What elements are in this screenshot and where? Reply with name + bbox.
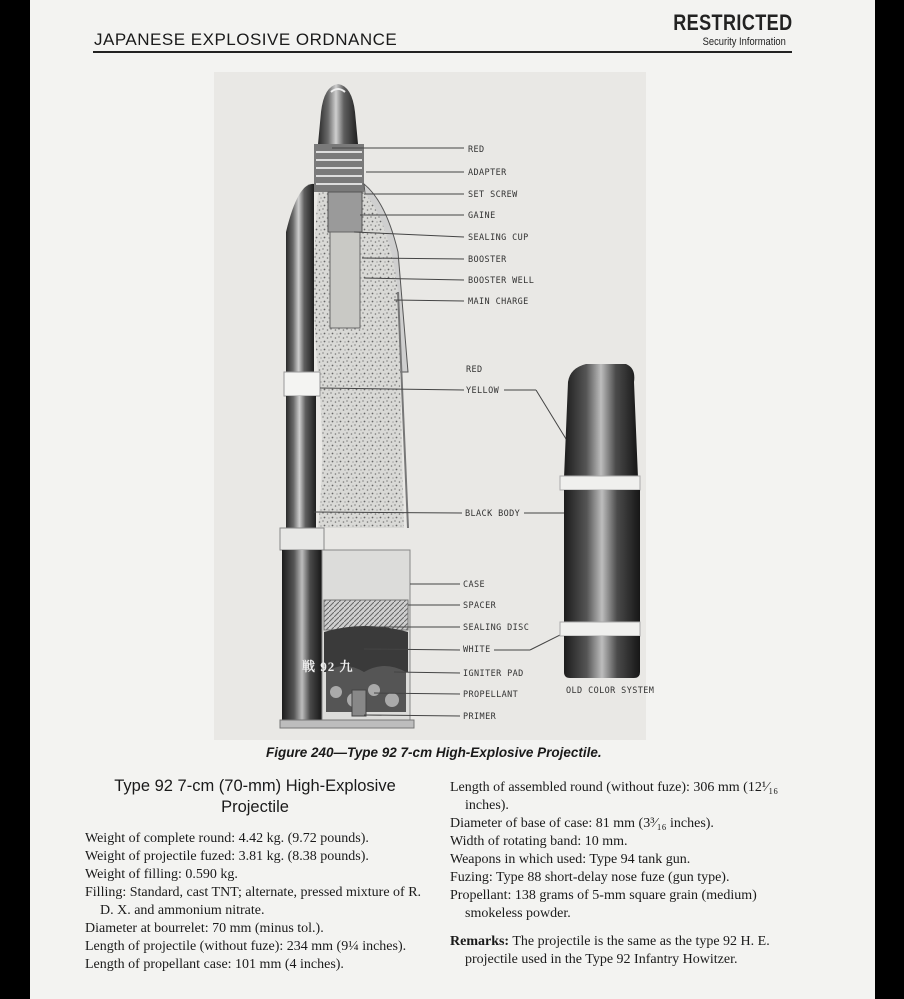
label-booster-well: BOOSTER WELL xyxy=(468,276,535,286)
header-rule xyxy=(93,51,792,53)
running-header-title: JAPANESE EXPLOSIVE ORDNANCE xyxy=(94,30,398,49)
old-color-system-projectile xyxy=(560,364,640,678)
projectile-figure xyxy=(214,72,655,740)
label-red-top: RED xyxy=(468,145,485,155)
spec-item: Length of projectile (without fuze): 234 mm (9¼ inches). xyxy=(85,939,407,954)
label-set-screw: SET SCREW xyxy=(468,190,518,200)
spec-item: Diameter of base of case: 81 mm (3³⁄₁₆ inches). xyxy=(450,816,714,831)
label-igniter-pad: IGNITER PAD xyxy=(463,669,524,679)
label-white: WHITE xyxy=(463,645,491,655)
figure-caption: Figure 240—Type 92 7-cm High-Explosive Projectile. xyxy=(266,745,602,760)
spec-item: Weapons in which used: Type 94 tank gun. xyxy=(450,852,691,867)
label-propellant: PROPELLANT xyxy=(463,690,519,700)
label-black-body: BLACK BODY xyxy=(465,509,521,519)
spec-item: Length of propellant case: 101 mm (4 inches). xyxy=(85,957,344,972)
label-main-charge: MAIN CHARGE xyxy=(468,297,529,307)
spec-item: Fuzing: Type 88 short-delay nose fuze (gun type). xyxy=(450,870,730,885)
projectile-diagram xyxy=(214,72,646,740)
spec-item: Width of rotating band: 10 mm. xyxy=(450,834,628,849)
label-spacer: SPACER xyxy=(463,601,497,611)
label-red-band: RED xyxy=(466,365,483,375)
spec-item: Filling: Standard, cast TNT; alternate, pressed mixture of R. D. X. and ammonium nitrate. xyxy=(85,885,422,918)
classification-stamp: RESTRICTED xyxy=(673,10,793,35)
label-primer: PRIMER xyxy=(463,712,497,722)
label-adapter: ADAPTER xyxy=(468,168,507,178)
case-marking: 戦 92 九 xyxy=(302,659,354,674)
section-title-line-2: Projectile xyxy=(221,798,289,816)
document-page xyxy=(30,0,875,999)
label-sealing-cup: SEALING CUP xyxy=(468,233,529,243)
left-spec-column xyxy=(85,830,430,974)
spec-item: Weight of filling: 0.590 kg. xyxy=(85,867,238,882)
remarks-paragraph xyxy=(450,933,792,969)
section-title-line-1: Type 92 7-cm (70-mm) High-Explosive xyxy=(114,777,396,795)
spec-item: Propellant: 138 grams of 5-mm square grain (medium) smokeless powder. xyxy=(450,888,757,921)
cutaway-projectile xyxy=(280,84,414,728)
label-booster: BOOSTER xyxy=(468,255,507,265)
spec-item: Diameter at bourrelet: 70 mm (minus tol.). xyxy=(85,921,324,936)
security-note: Security Information xyxy=(702,36,786,48)
spec-item: Weight of projectile fuzed: 3.81 kg. (8.38 pounds). xyxy=(85,849,369,864)
label-gaine: GAINE xyxy=(468,211,496,221)
remarks-text: The projectile is the same as the type 92 H. E. projectile used in the Type 92 Infantry Howitzer. xyxy=(465,934,770,967)
label-case: CASE xyxy=(463,580,486,590)
label-sealing-disc: SEALING DISC xyxy=(463,623,530,633)
remarks-label: Remarks: xyxy=(450,934,510,949)
spec-item: Weight of complete round: 4.42 kg. (9.72 pounds). xyxy=(85,831,369,846)
spec-item: Length of assembled round (without fuze): 306 mm (12¹⁄₁₆ inches). xyxy=(450,780,779,813)
right-spec-column xyxy=(450,779,792,969)
label-old-color-system: OLD COLOR SYSTEM xyxy=(566,686,655,696)
section-title xyxy=(90,776,420,818)
label-yellow: YELLOW xyxy=(466,386,500,396)
